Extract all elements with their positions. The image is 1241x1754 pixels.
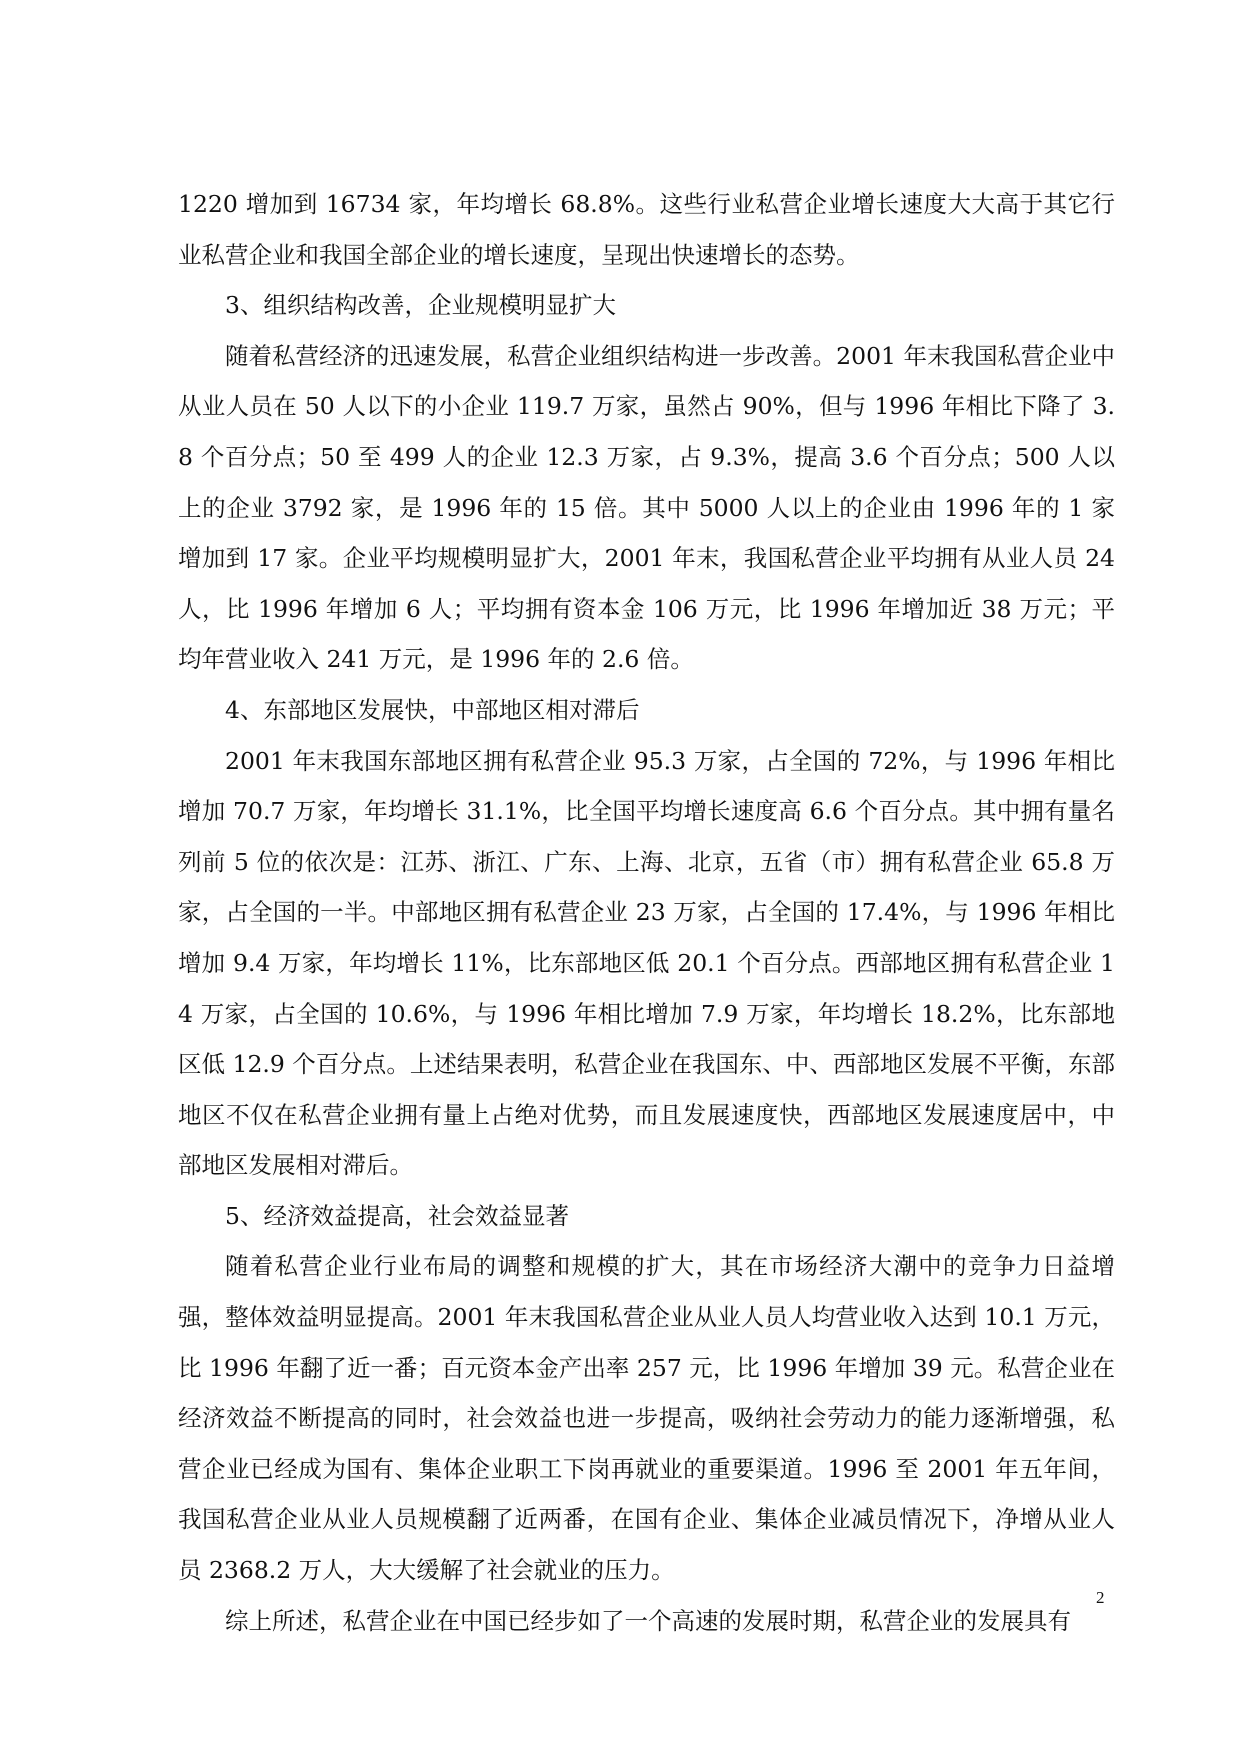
paragraph-organization: 随着私营经济的迅速发展，私营企业组织结构进一步改善。2001 年末我国私营企业中从业人员在 50 人以下的小企业 119.7 万家，虽然占 90%，但与 1996 年相比下降了 3.8 个百分点；50 至 499 人的企业 12.3 万家，占 9.3%，提高 3.6 个百分点；500 人以上的企业 3792 家，是 1996 年的 15 倍。其中 5000 人以上的企业由 1996 年的 1 家增加到 17 家。企业平均规模明显扩大，2001 年末，我国私营企业平均拥有从业人员 24 人，比 1996 年增加 6 人；平均拥有资本金 106 万元，比 1996 年增加近 38 万元；平均年营业收入 241 万元，是 1996 年的 2.6 倍。 bbox=[178, 341, 1115, 674]
paragraph-continuation: 1220 增加到 16734 家，年均增长 68.8%。这些行业私营企业增长速度大大高于其它行业私营企业和我国全部企业的增长速度，呈现出快速增长的态势。 bbox=[178, 190, 1115, 269]
paragraph-summary: 综上所述，私营企业在中国已经步如了一个高速的发展时期，私营企业的发展具有 bbox=[225, 1606, 1071, 1635]
section-heading-4: 4、东部地区发展快，中部地区相对滞后 bbox=[225, 695, 640, 724]
paragraph-regions: 2001 年末我国东部地区拥有私营企业 95.3 万家，占全国的 72%，与 1996 年相比增加 70.7 万家，年均增长 31.1%，比全国平均增长速度高 6.6 个百分点。其中拥有量名列前 5 位的依次是：江苏、浙江、广东、上海、北京，五省（市）拥有私营企业 65.8 万家，占全国的一半。中部地区拥有私营企业 23 万家，占全国的 17.4%，与 1996 年相比增加 9.4 万家，年均增长 11%，比东部地区低 20.1 个百分点。西部地区拥有私营企业 14 万家，占全国的 10.6%，与 1996 年相比增加 7.9 万家，年均增长 18.2%，比东部地区低 12.9 个百分点。上述结果表明，私营企业在我国东、中、西部地区发展不平衡，东部地区不仅在私营企业拥有量上占绝对优势，而且发展速度快，西部地区发展速度居中，中部地区发展相对滞后。 bbox=[178, 746, 1115, 1180]
section-heading-5: 5、经济效益提高，社会效益显著 bbox=[225, 1201, 569, 1230]
page-number: 2 bbox=[1096, 1588, 1105, 1607]
paragraph-benefits: 随着私营企业行业布局的调整和规模的扩大，其在市场经济大潮中的竞争力日益增强，整体效益明显提高。2001 年末我国私营企业从业人员人均营业收入达到 10.1 万元，比 1996 年翻了近一番；百元资本金产出率 257 元，比 1996 年增加 39 元。私营企业在经济效益不断提高的同时，社会效益也进一步提高，吸纳社会劳动力的能力逐渐增强，私营企业已经成为国有、集体企业职工下岗再就业的重要渠道。1996 至 2001 年五年间，我国私营企业从业人员规模翻了近两番，在国有企业、集体企业减员情况下，净增从业人员 2368.2 万人，大大缓解了社会就业的压力。 bbox=[178, 1252, 1115, 1585]
document-body bbox=[178, 179, 1115, 1646]
section-heading-3: 3、组织结构改善，企业规模明显扩大 bbox=[225, 291, 616, 320]
